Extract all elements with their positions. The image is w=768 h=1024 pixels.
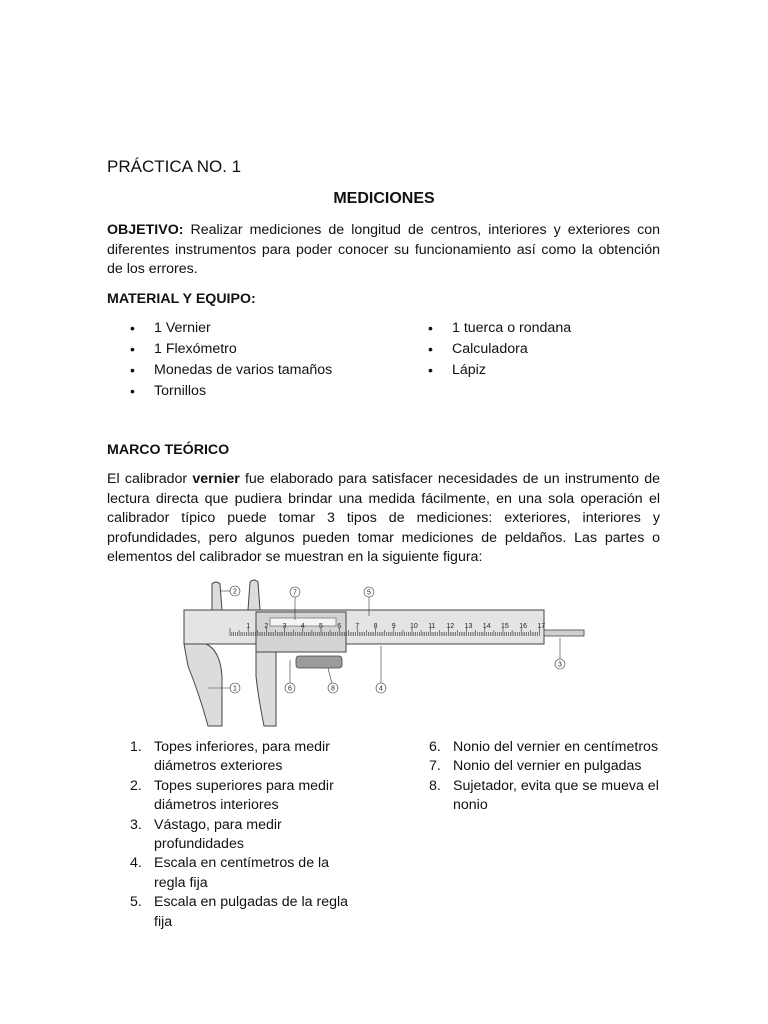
objective-paragraph <box>107 221 660 280</box>
materials-list-right <box>428 318 660 381</box>
item-number: 3. <box>130 816 142 833</box>
list-item <box>429 777 663 816</box>
parts-list-left <box>130 738 364 932</box>
callout-label: 1 <box>233 685 237 693</box>
item-text: Vástago, para medir profundidades <box>154 816 282 853</box>
callout-label: 7 <box>293 589 297 597</box>
scale-number: 11 <box>428 623 436 630</box>
theory-bold-word: vernier <box>192 471 240 487</box>
practice-title: PRÁCTICA NO. 1 <box>107 157 242 176</box>
scale-number: 7 <box>355 623 360 630</box>
callout-label: 6 <box>288 685 292 693</box>
moving-upper-jaw <box>248 580 260 610</box>
theory-body: fue elaborado para satisfacer necesidades de un instrumento de lectura directa que pudiera brindar una medida fácilmente, en una sola operación el calibrador típico puede tomar 3 tipos de mediciones: exteriores, interiores y profundidades, pero algunos pueden tomar mediciones de peldaños. Las partes o elementos del calibrador se muestran en la siguiente figura: <box>107 471 660 566</box>
item-text: Nonio del vernier en centímetros <box>453 739 659 755</box>
list-item: • Calculadora <box>428 339 660 360</box>
list-item: • 1 Flexómetro <box>130 339 410 360</box>
scale-number: 13 <box>464 623 473 630</box>
scale-number: 15 <box>501 623 509 630</box>
fixed-lower-jaw <box>184 644 222 726</box>
scale-number: 5 <box>319 623 323 630</box>
scale-number: 2 <box>264 623 269 630</box>
callout-label: 5 <box>367 589 371 597</box>
scale-number: 10 <box>410 623 418 630</box>
scale-number: 16 <box>519 623 527 630</box>
thumb-clamp <box>296 656 342 668</box>
scale-number: 1 <box>246 623 251 630</box>
scale-number: 14 <box>482 623 491 630</box>
item-number: 4. <box>130 855 142 872</box>
list-item: • Lápiz <box>428 360 660 381</box>
objective-label: OBJETIVO: <box>107 222 184 238</box>
scale-number: 4 <box>300 623 305 630</box>
item-number: 8. <box>429 777 441 794</box>
depth-rod <box>544 630 584 636</box>
scale-number: 9 <box>391 623 396 630</box>
callout-label: 2 <box>233 588 237 596</box>
callout-label: 3 <box>558 661 562 669</box>
item-text: Sujetador, evita que se mueva el nonio <box>453 777 659 814</box>
scale-number: 3 <box>282 623 287 630</box>
list-item <box>130 854 364 893</box>
list-item: • 1 tuerca o rondana <box>428 318 660 339</box>
scale-number: 17 <box>537 623 546 630</box>
vernier-caliper-figure <box>178 576 590 732</box>
scale-number: 12 <box>446 623 455 630</box>
theory-heading: MARCO TEÓRICO <box>107 442 230 458</box>
materials-heading: MATERIAL Y EQUIPO: <box>107 291 256 307</box>
callout-label: 8 <box>331 685 335 693</box>
list-item: • Tornillos <box>130 381 410 402</box>
item-number: 5. <box>130 894 142 911</box>
theory-intro: El calibrador <box>107 471 193 487</box>
moving-lower-jaw <box>256 652 276 726</box>
fixed-upper-jaw <box>212 582 222 610</box>
item-number: 6. <box>429 739 441 755</box>
item-text: Nonio del vernier en pulgadas <box>453 758 642 775</box>
list-item <box>429 757 663 776</box>
scale-number: 8 <box>373 623 378 630</box>
objective-text: Realizar mediciones de longitud de centros, interiores y exteriores con diferentes instrumentos para poder conocer su funcionamiento así como la obtención de los errores. <box>107 222 660 278</box>
materials-list-left <box>130 318 410 402</box>
callout-label: 4 <box>379 685 383 693</box>
list-item: • 1 Vernier <box>130 318 410 339</box>
list-item <box>429 738 663 757</box>
list-item <box>130 893 364 932</box>
list-item <box>130 777 364 816</box>
list-item: • Monedas de varios tamaños <box>130 360 410 381</box>
item-text: Topes inferiores, para medir diámetros exteriores <box>154 739 330 775</box>
item-text: Escala en centímetros de la regla fija <box>154 855 330 891</box>
parts-list-right <box>429 738 663 816</box>
item-text: Escala en pulgadas de la regla fija <box>154 894 349 930</box>
item-text: Topes superiores para medir diámetros interiores <box>154 777 334 814</box>
theory-paragraph <box>107 470 660 568</box>
item-number: 2. <box>130 777 142 794</box>
scale-number: 6 <box>337 623 342 630</box>
document-subtitle: MEDICIONES <box>333 190 435 207</box>
item-number: 7. <box>429 758 441 775</box>
item-number: 1. <box>130 739 142 755</box>
list-item <box>130 738 364 777</box>
list-item <box>130 816 364 855</box>
